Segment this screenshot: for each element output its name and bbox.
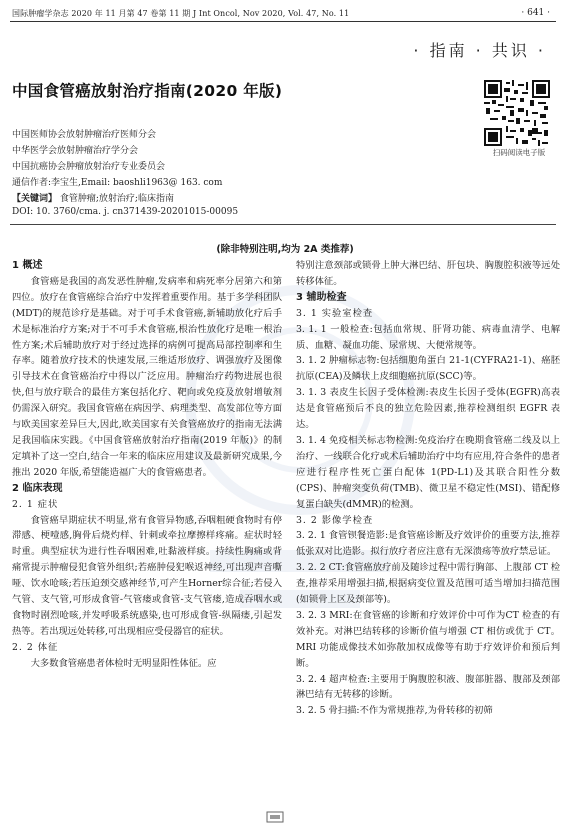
- section-heading: 2 临床表现: [12, 482, 63, 494]
- paragraph: 特别注意颈部或锁骨上肿大淋巴结、肝包块、胸腹腔积液等远处转移体征。: [296, 260, 560, 287]
- publisher-logo-icon: [266, 810, 284, 824]
- org-3: 中国抗癌协会肿瘤放射治疗专业委员会: [12, 162, 166, 172]
- paragraph: 食管癌早期症状不明显,常有食管异物感,吞咽粗硬食物时有停滞感、梗噎感,胸骨后烧灼样、针刺或牵拉摩擦样疼痛。症状时轻时重。典型症状为进行性吞咽困难,吐黏液样痰。持续性胸痛或背痛常提示肿瘤侵犯食管外组织;若癌肿侵犯喉返神经,可出现声音嘶哑、饮水呛咳;若压迫颈交感神经节,可产生Horner综合征;若侵入气管、支气管,可形成食管-气管瘘或食管-支气管瘘,造成吞咽水或食物时剧烈呛咳,并发呼吸系统感染,也可形成食管-纵隔瘘,引起发热等。若出现远处转移,可出现相应受侵器官的症状。: [12, 514, 282, 637]
- paragraph: 大多数食管癌患者体检时无明显阳性体征。应: [30, 657, 217, 669]
- paragraph: 3. 2. 5 骨扫描:不作为常规推荐,为骨转移的初筛: [296, 705, 493, 717]
- keywords-line: [12, 191, 174, 204]
- subsection-heading: 2. 2 体征: [12, 641, 59, 653]
- section-heading: 3 辅助检查: [296, 291, 347, 303]
- org-1: 中国医师协会放射肿瘤治疗医师分会: [12, 130, 157, 140]
- qr-code-icon[interactable]: [484, 79, 550, 147]
- subsection-heading: 2. 1 症状: [12, 498, 59, 510]
- left-column: [12, 258, 282, 672]
- paragraph: 食管癌是我国的高发恶性肿瘤,发病率和病死率分居第六和第四位。放疗在食管癌综合治疗中发挥着重要作用。基于多学科团队(MDT)的规范诊疗是基础。对于可手术食管癌,新辅助放化疗后手术是标准治疗方案;对于不可手术食管癌,根治性放化疗是唯一根治性方案;术后辅助放疗对于经过选择的病例可提高局部控制率和生存率。随着放疗技术的快速发展,三维适形放疗、调强放疗及图像引导技术在食管癌治疗中得以广泛应用。肿瘤治疗药物进展也很快,但与放疗联合的最佳方案包括化疗、靶向或免疫及放射增敏剂仍需深入研究。我国食管癌在病因学、病理类型、高发部位等方面与欧美国家差异巨大,因此,欧美国家有关食管癌放疗的指南无法满足我国临床实践。《中国食管癌放射治疗指南(2019 年版)》的制定填补了这一空白,结合一年来的临床应用建议及最新研究成果,今推出 2020 年版,希望能造福广大的食管癌患者。: [12, 275, 282, 478]
- paragraph: 3. 1. 1 一般检查:包括血常规、肝肾功能、病毒血清学、电解质、血糖、凝血功能、尿常规、大便常规等。: [296, 323, 560, 351]
- qr-caption: 扫码阅读电子版: [492, 148, 546, 157]
- org-2: 中华医学会放射肿瘤治疗学分会: [12, 146, 139, 156]
- section-heading: 1 概述: [12, 260, 43, 271]
- recommendation-note: (除非特别注明,均为 2A 类推荐): [216, 244, 354, 255]
- paragraph: 3. 1. 4 免疫相关标志物检测:免疫治疗在晚期食管癌二线及以上治疗、一线联合化疗或术后辅助治疗中均有应用,符合条件的患者应进行程序性死亡蛋白配体 1(PD-L1)及其联合阳性分数(CPS)、肿瘤突变负荷(TMB)、微卫星不稳定性(MSI)、错配修复蛋白缺失(dMMR)的检测。: [296, 434, 560, 510]
- corresponding-author: 通信作者:李宝生,Email: baoshli1963@ 163. com: [12, 178, 223, 188]
- page-number: · 641 ·: [521, 8, 550, 18]
- doi[interactable]: DOI: 10. 3760/cma. j. cn371439-20201015-00095: [12, 207, 239, 217]
- keywords-label: 【关键词】: [12, 194, 58, 204]
- paragraph: 3. 2. 1 食管钡餐造影:是食管癌诊断及疗效评价的重要方法,推荐低张双对比造影。拟行放疗者应注意有无深溃疡等放疗禁忌证。: [296, 530, 560, 558]
- subsection-heading: 3. 2 影像学检查: [296, 514, 374, 526]
- paragraph: 3. 1. 3 表皮生长因子受体检测:表皮生长因子受体(EGFR)高表达是食管癌预后不良的独立危险因素,推荐检测组织 EGFR 表达。: [296, 387, 560, 431]
- article-title: 中国食管癌放射治疗指南(2020 年版): [12, 82, 283, 100]
- keywords: 食管肿瘤;放射治疗;临床指南: [59, 194, 174, 204]
- divider: [10, 224, 556, 225]
- header-rule: [10, 21, 556, 22]
- paragraph: 3. 2. 2 CT:食管癌放疗前及随诊过程中需行胸部、上腹部 CT 检查,推荐采用增强扫描,根据病变位置及范围可适当增加扫描范围(如锁骨上区及颈部等)。: [296, 562, 560, 606]
- paragraph: 3. 2. 3 MRI:在食管癌的诊断和疗效评价中可作为CT 检查的有效补充。对淋巴结转移的诊断价值与增强 CT 相仿或优于 CT。MRI 功能成像技术如弥散加权成像等有助于疗效评价和预后判断。: [296, 609, 560, 669]
- journal-header: 国际肿瘤学杂志 2020 年 11 月第 47 卷第 11 期 J Int Oncol, Nov 2020, Vol. 47, No. 11: [12, 9, 350, 18]
- right-column: [296, 258, 560, 719]
- paragraph: 3. 2. 4 超声检查:主要用于胸腹腔积液、腹部脏器、腹部及颈部淋巴结有无转移的诊断。: [296, 673, 560, 701]
- paragraph: 3. 1. 2 肿瘤标志物:包括细胞角蛋白 21-1(CYFRA21-1)、癌胚抗原(CEA)及鳞状上皮细胞癌抗原(SCC)等。: [296, 355, 560, 383]
- section-tag: · 指南 · 共识 ·: [413, 41, 546, 60]
- subsection-heading: 3. 1 实验室检查: [296, 307, 374, 319]
